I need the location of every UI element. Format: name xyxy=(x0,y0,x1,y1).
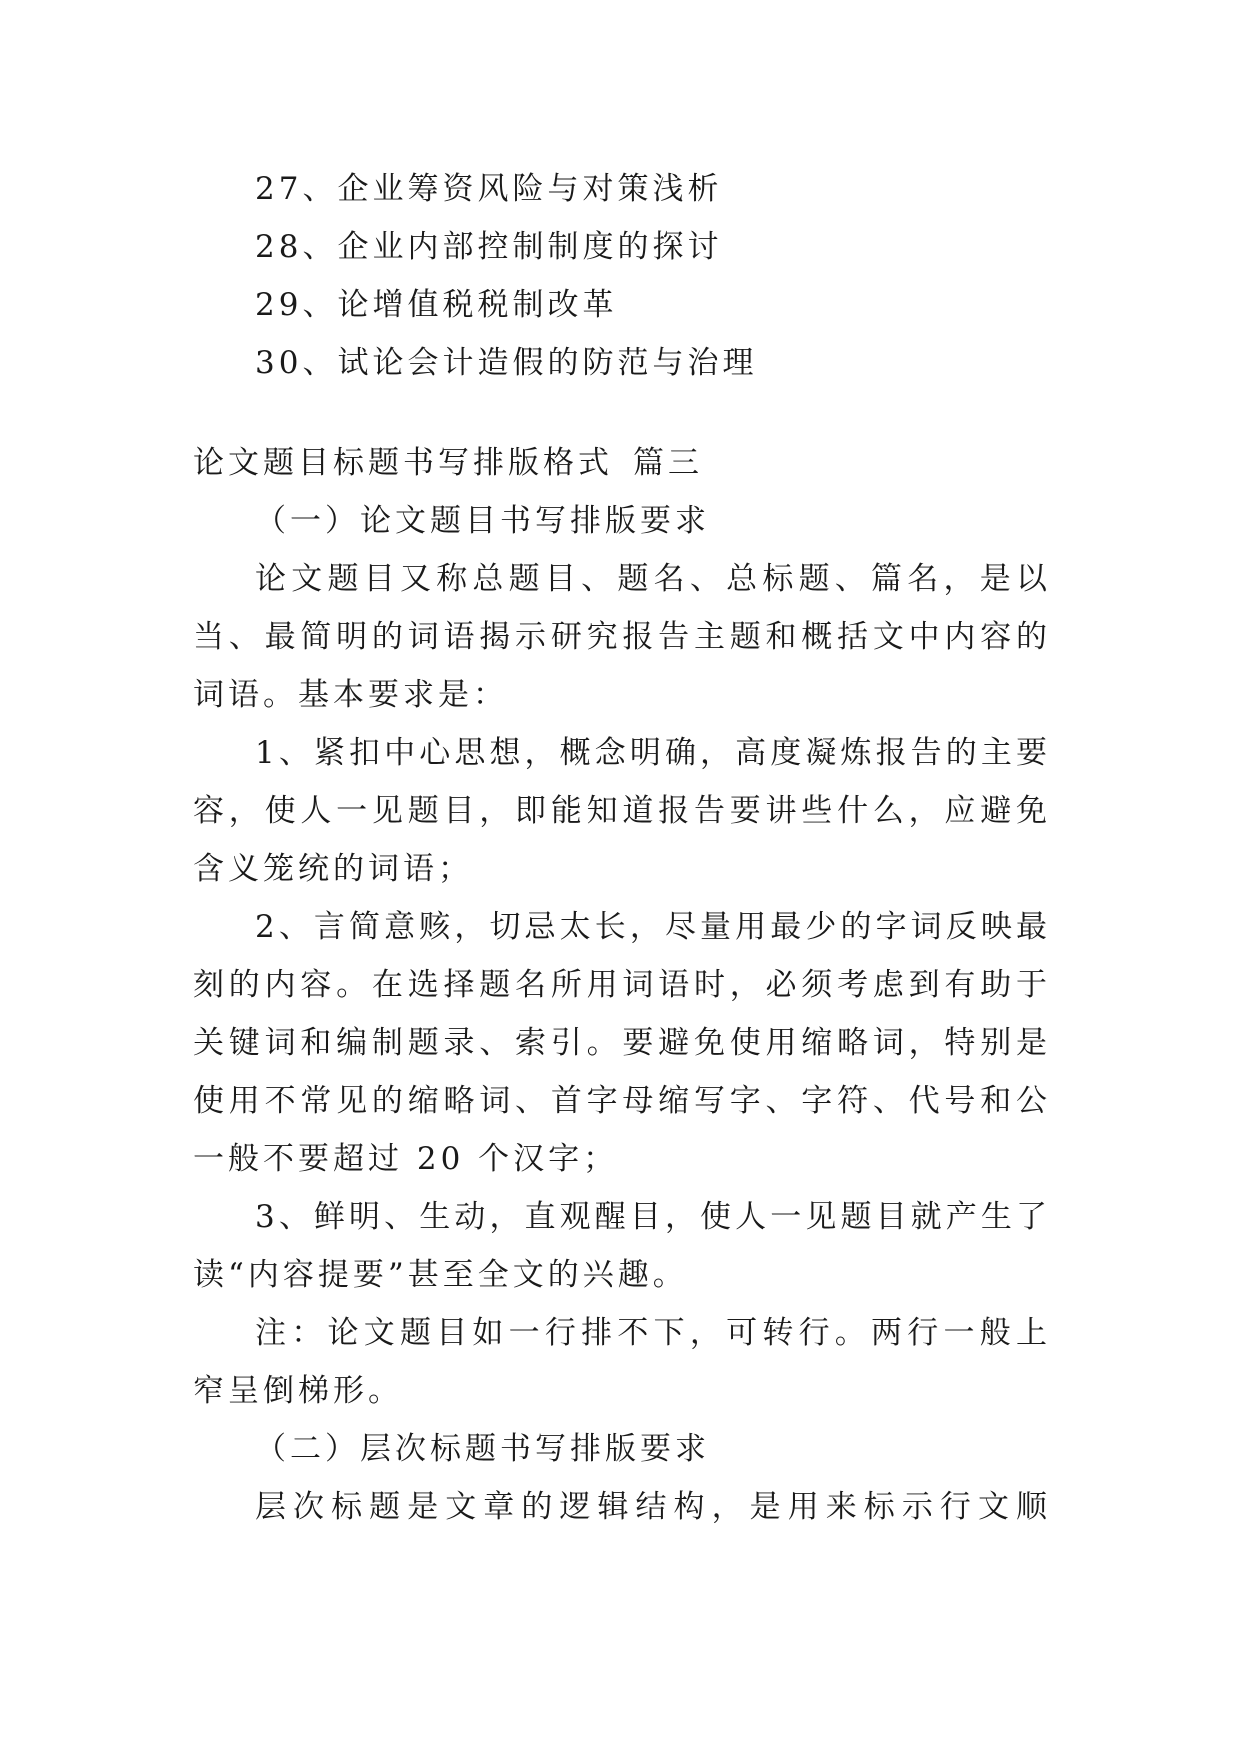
paragraph-line: 词语。基本要求是： xyxy=(193,677,508,713)
paragraph-line: 2、言简意赅，切忌太长，尽量用最少的字词反映最 xyxy=(255,909,1051,945)
paragraph-line: 窄呈倒梯形。 xyxy=(193,1373,403,1409)
paragraph-line: 刻的内容。在选择题名所用词语时，必须考虑到有助于 xyxy=(193,967,1051,1003)
paragraph-line: 注：论文题目如一行排不下，可转行。两行一般上 xyxy=(255,1315,1051,1351)
subsection-heading-1: （一）论文题目书写排版要求 xyxy=(255,503,710,539)
list-item: 28、企业内部控制制度的探讨 xyxy=(255,229,723,265)
paragraph-line: 读“内容提要”甚至全文的兴趣。 xyxy=(193,1257,688,1293)
paragraph-line: 层次标题是文章的逻辑结构，是用来标示行文顺 xyxy=(255,1489,1051,1525)
paragraph-line: 1、紧扣中心思想，概念明确，高度凝炼报告的主要 xyxy=(255,735,1051,771)
list-item: 27、企业筹资风险与对策浅析 xyxy=(255,171,723,207)
document-body xyxy=(193,160,1051,1536)
section-title-text: 论文题目标题书写排版格式 xyxy=(193,445,613,481)
paragraph-line: 使用不常见的缩略词、首字母缩写字、字符、代号和公 xyxy=(193,1083,1051,1119)
paragraph-line: 论文题目又称总题目、题名、总标题、篇名，是以 xyxy=(255,561,1051,597)
paragraph-line: 容，使人一见题目，即能知道报告要讲些什么，应避免 xyxy=(193,793,1051,829)
paragraph-line: 关键词和编制题录、索引。要避免使用缩略词，特别是 xyxy=(193,1025,1051,1061)
paragraph-line: 一般不要超过 20 个汉字； xyxy=(193,1141,619,1177)
section-spacer xyxy=(193,392,1051,434)
section-part-label: 篇三 xyxy=(633,445,703,481)
section-title xyxy=(193,434,1051,492)
list-item: 29、论增值税税制改革 xyxy=(255,287,618,323)
paragraph-line: 3、鲜明、生动，直观醒目，使人一见题目就产生了 xyxy=(255,1199,1051,1235)
paragraph-line: 含义笼统的词语； xyxy=(193,851,473,887)
subsection-heading-2: （二）层次标题书写排版要求 xyxy=(255,1431,710,1467)
paragraph-line: 当、最简明的词语揭示研究报告主题和概括文中内容的 xyxy=(193,619,1051,655)
list-item: 30、试论会计造假的防范与治理 xyxy=(255,345,758,381)
